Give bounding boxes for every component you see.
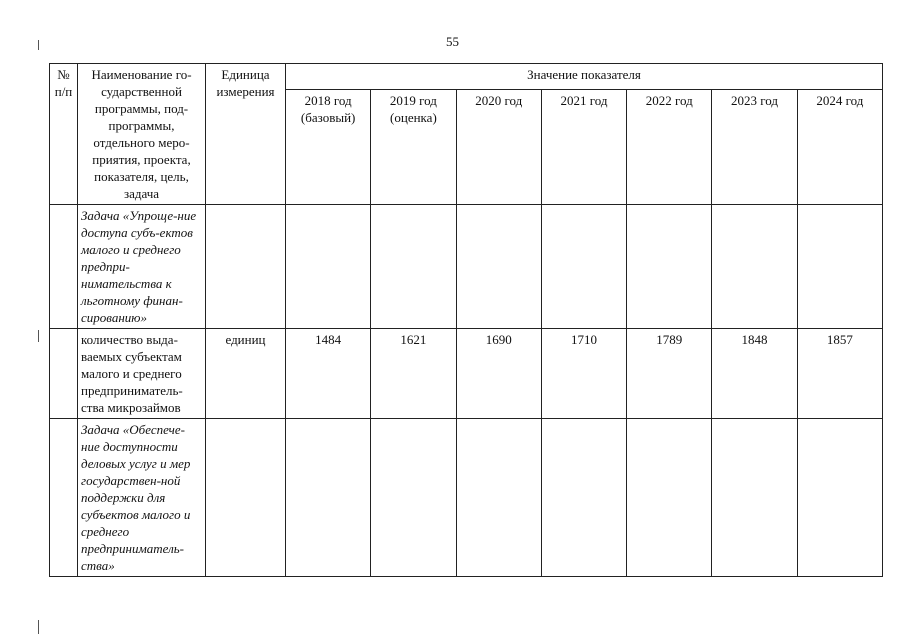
header-row-group — [50, 64, 883, 90]
page-number: 55 — [446, 34, 459, 49]
row-num — [50, 205, 78, 329]
row-value — [371, 419, 456, 577]
row-value — [541, 419, 626, 577]
margin-mark-bottom — [38, 620, 39, 634]
header-year: 2021 год — [541, 90, 626, 205]
header-year: 2019 год (оценка) — [371, 90, 456, 205]
row-name: Задача «Обеспече-ние доступности деловых услуг и мер государствен-ной поддержки для субъектов малого и среднего предприниматель-ства» — [78, 419, 206, 577]
row-value — [456, 205, 541, 329]
row-value — [712, 205, 797, 329]
header-unit: Единица измерения — [206, 64, 286, 205]
row-value: 1848 — [712, 329, 797, 419]
row-value: 1789 — [627, 329, 712, 419]
row-value: 1710 — [541, 329, 626, 419]
row-value — [627, 419, 712, 577]
header-value-group: Значение показателя — [286, 64, 883, 90]
header-year: 2020 год — [456, 90, 541, 205]
row-value: 1621 — [371, 329, 456, 419]
row-num — [50, 419, 78, 577]
margin-mark-top — [38, 40, 39, 50]
header-name: Наименование го-сударственной программы, под-программы, отдельного меро-приятия, проекта, показателя, цель, задача — [78, 64, 206, 205]
row-value — [541, 205, 626, 329]
margin-mark-middle — [38, 330, 39, 342]
row-value — [456, 419, 541, 577]
row-num — [50, 329, 78, 419]
table-row — [50, 419, 883, 577]
indicators-table — [49, 63, 883, 577]
table-row — [50, 205, 883, 329]
row-name: Задача «Упроще-ние доступа субъ-ектов малого и среднего предпри-нимательства к льготному финан-сированию» — [78, 205, 206, 329]
header-year: 2018 год (базовый) — [286, 90, 371, 205]
header-year: 2022 год — [627, 90, 712, 205]
row-value — [371, 205, 456, 329]
row-value: 1690 — [456, 329, 541, 419]
row-value — [286, 205, 371, 329]
row-value — [286, 419, 371, 577]
row-value — [797, 419, 882, 577]
row-name: количество выда-ваемых субъектам малого и среднего предприниматель-ства микрозаймов — [78, 329, 206, 419]
row-unit — [206, 419, 286, 577]
table-row — [50, 329, 883, 419]
row-value — [627, 205, 712, 329]
row-unit: единиц — [206, 329, 286, 419]
header-num: № п/п — [50, 64, 78, 205]
row-value: 1484 — [286, 329, 371, 419]
row-value — [797, 205, 882, 329]
row-value — [712, 419, 797, 577]
row-unit — [206, 205, 286, 329]
header-year: 2024 год — [797, 90, 882, 205]
header-year: 2023 год — [712, 90, 797, 205]
row-value: 1857 — [797, 329, 882, 419]
